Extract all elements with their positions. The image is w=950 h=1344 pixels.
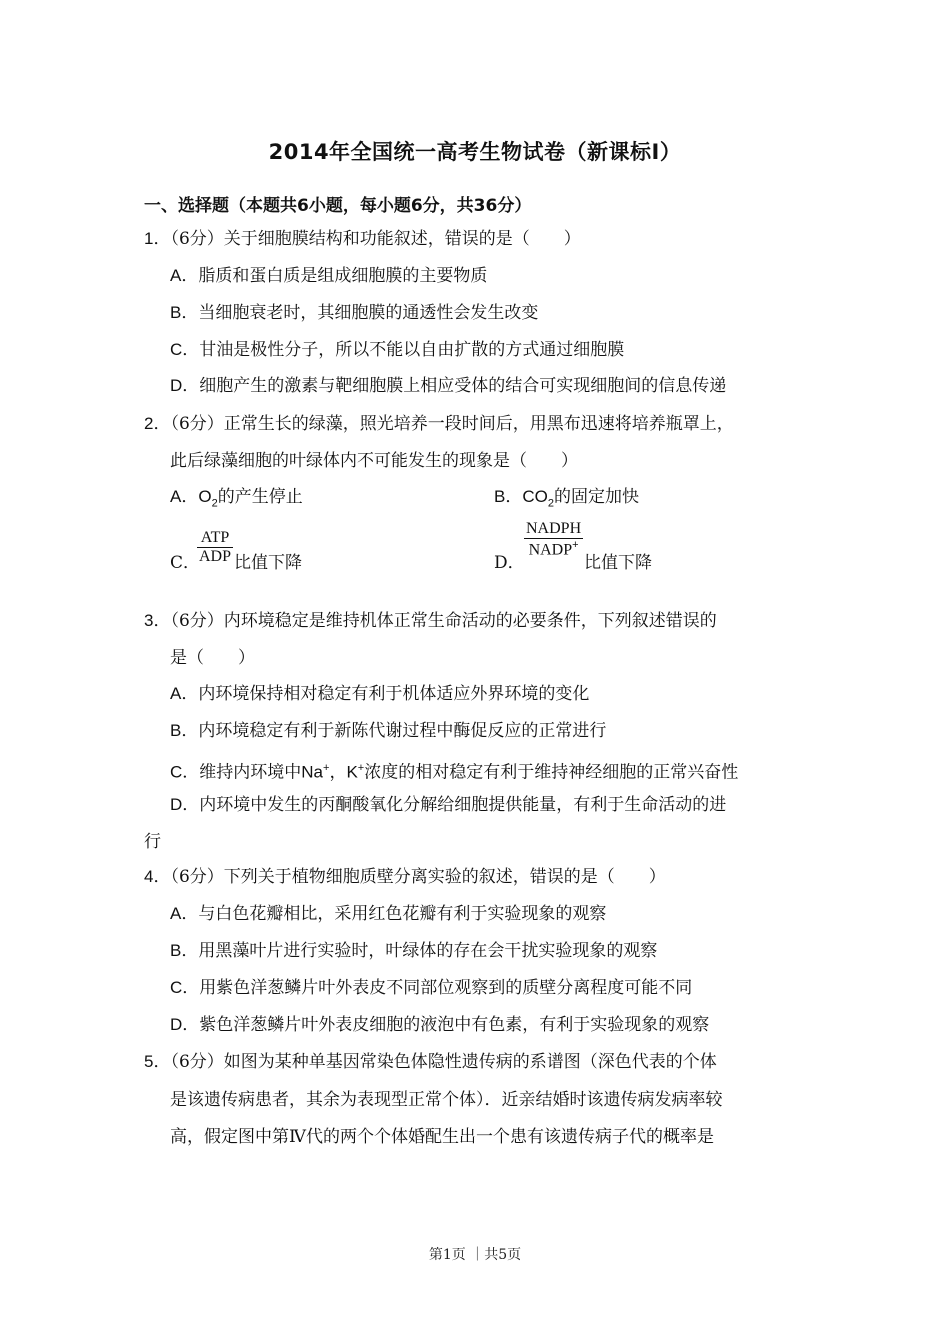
option-letter: D． — [170, 795, 200, 814]
question-text: （6分）内环境稳定是维持机体正常生命活动的必要条件，下列叙述错误的 — [170, 611, 717, 631]
q3-option-c — [170, 758, 738, 783]
q4-option-c — [170, 978, 692, 998]
option-letter: B． — [494, 487, 523, 506]
option-letter: A． — [170, 904, 199, 923]
question-text: （6分）如图为某种单基因常染色体隐性遗传病的系谱图（深色代表的个体 — [170, 1052, 717, 1072]
subscript: 2 — [547, 497, 554, 510]
question-number: 3． — [144, 611, 171, 630]
superscript: + — [572, 539, 579, 551]
q3-option-d — [170, 795, 726, 815]
q4-option-b — [170, 941, 657, 961]
fraction-numerator: NADPH — [526, 520, 582, 537]
exam-title: 2014年全国统一高考生物试卷（新课标Ⅰ） — [268, 140, 682, 164]
q4-option-a — [170, 904, 606, 924]
q2-option-c-fraction — [197, 529, 233, 566]
q2-option-c-letter: C． — [170, 553, 201, 573]
fraction-denominator: ADP — [199, 548, 232, 565]
option-text: 浓度的相对稳定有利于维持神经细胞的正常兴奋性 — [364, 762, 739, 783]
q4-option-d — [170, 1015, 709, 1035]
separator: ， — [329, 762, 347, 783]
question-text: （6分）关于细胞膜结构和功能叙述，错误的是（ ） — [170, 229, 581, 249]
option-text: 脂质和蛋白质是组成细胞膜的主要物质 — [198, 266, 488, 286]
chem-formula: CO — [522, 487, 548, 506]
option-text: 紫色洋葱鳞片叶外表皮细胞的液泡中有色素，有利于实验现象的观察 — [199, 1015, 710, 1035]
question-5-stem — [144, 1052, 717, 1072]
fraction-numerator: ATP — [200, 529, 230, 546]
superscript: + — [357, 762, 365, 774]
option-letter: A． — [170, 266, 199, 285]
option-text: 的固定加快 — [553, 487, 639, 507]
q2-option-d-letter: D． — [494, 553, 525, 573]
question-2-stem-cont: 此后绿藻细胞的叶绿体内不可能发生的现象是（ ） — [170, 451, 578, 471]
superscript: + — [323, 762, 330, 774]
q1-option-b — [170, 303, 538, 323]
option-letter: D． — [170, 376, 200, 395]
option-text: 维持内环境中 — [199, 762, 302, 783]
option-text: 内环境稳定有利于新陈代谢过程中酶促反应的正常进行 — [198, 721, 607, 741]
question-number: 1． — [144, 229, 171, 248]
subscript: 2 — [211, 497, 218, 510]
option-letter: C． — [170, 340, 200, 359]
option-text: 用黑藻叶片进行实验时，叶绿体的存在会干扰实验现象的观察 — [198, 941, 658, 961]
option-letter: D． — [170, 1015, 200, 1034]
question-text: （6分）正常生长的绿藻，照光培养一段时间后，用黑布迅速将培养瓶罩上， — [170, 414, 734, 434]
option-text: 用紫色洋葱鳞片叶外表皮不同部位观察到的质壁分离程度可能不同 — [199, 978, 693, 998]
fraction-denominator — [524, 539, 583, 559]
question-2-stem — [144, 414, 734, 434]
question-3-stem — [144, 611, 717, 631]
q3-option-a — [170, 684, 589, 704]
option-text: 当细胞衰老时，其细胞膜的通透性会发生改变 — [198, 303, 539, 323]
question-5-stem-cont-2: 高，假定图中第Ⅳ代的两个个体婚配生出一个患有该遗传病子代的概率是 — [170, 1127, 714, 1147]
option-letter: A． — [170, 487, 199, 506]
option-text: 内环境保持相对稳定有利于机体适应外界环境的变化 — [198, 684, 590, 704]
option-letter: C． — [170, 978, 200, 997]
option-letter: A． — [170, 684, 199, 703]
option-letter: B． — [170, 303, 199, 322]
q1-option-a — [170, 266, 487, 286]
section-heading: 一、选择题（本题共6小题，每小题6分，共36分） — [144, 196, 532, 216]
question-4-stem — [144, 867, 666, 887]
option-text: 内环境中发生的丙酮酸氧化分解给细胞提供能量，有利于生命活动的进 — [199, 795, 727, 815]
q2-option-d-text: 比值下降 — [584, 553, 652, 573]
q2-option-a — [170, 487, 303, 513]
question-number: 4． — [144, 867, 171, 886]
question-text: （6分）下列关于植物细胞质壁分离实验的叙述，错误的是（ ） — [170, 867, 666, 887]
option-text: 甘油是极性分子，所以不能以自由扩散的方式通过细胞膜 — [199, 340, 625, 360]
question-3-stem-cont: 是（ ） — [170, 648, 255, 668]
q2-option-d-fraction — [524, 520, 583, 559]
chem-formula: O — [198, 487, 212, 506]
page-footer: 第1页 ｜共5页 — [428, 1247, 522, 1263]
q1-option-c — [170, 340, 624, 360]
denominator-text: NADP — [528, 541, 573, 559]
option-letter: B． — [170, 941, 199, 960]
question-number: 2． — [144, 414, 171, 433]
q3-option-b — [170, 721, 606, 741]
option-letter: C． — [170, 762, 200, 782]
option-text: 的产生停止 — [217, 487, 303, 507]
ion-k: K — [346, 762, 358, 782]
ion-na: Na — [301, 762, 324, 782]
q2-option-b — [494, 487, 639, 513]
question-number: 5． — [144, 1052, 171, 1071]
question-5-stem-cont-1: 是该遗传病患者，其余为表现型正常个体）．近亲结婚时该遗传病发病率较 — [170, 1090, 723, 1110]
option-text: 与白色花瓣相比，采用红色花瓣有利于实验现象的观察 — [198, 904, 607, 924]
q3-option-d-cont: 行 — [144, 832, 161, 852]
q1-option-d — [170, 376, 726, 396]
option-letter: B． — [170, 721, 199, 740]
option-text: 细胞产生的激素与靶细胞膜上相应受体的结合可实现细胞间的信息传递 — [199, 376, 727, 396]
question-1-stem — [144, 229, 581, 249]
q2-option-c-text: 比值下降 — [234, 553, 302, 573]
